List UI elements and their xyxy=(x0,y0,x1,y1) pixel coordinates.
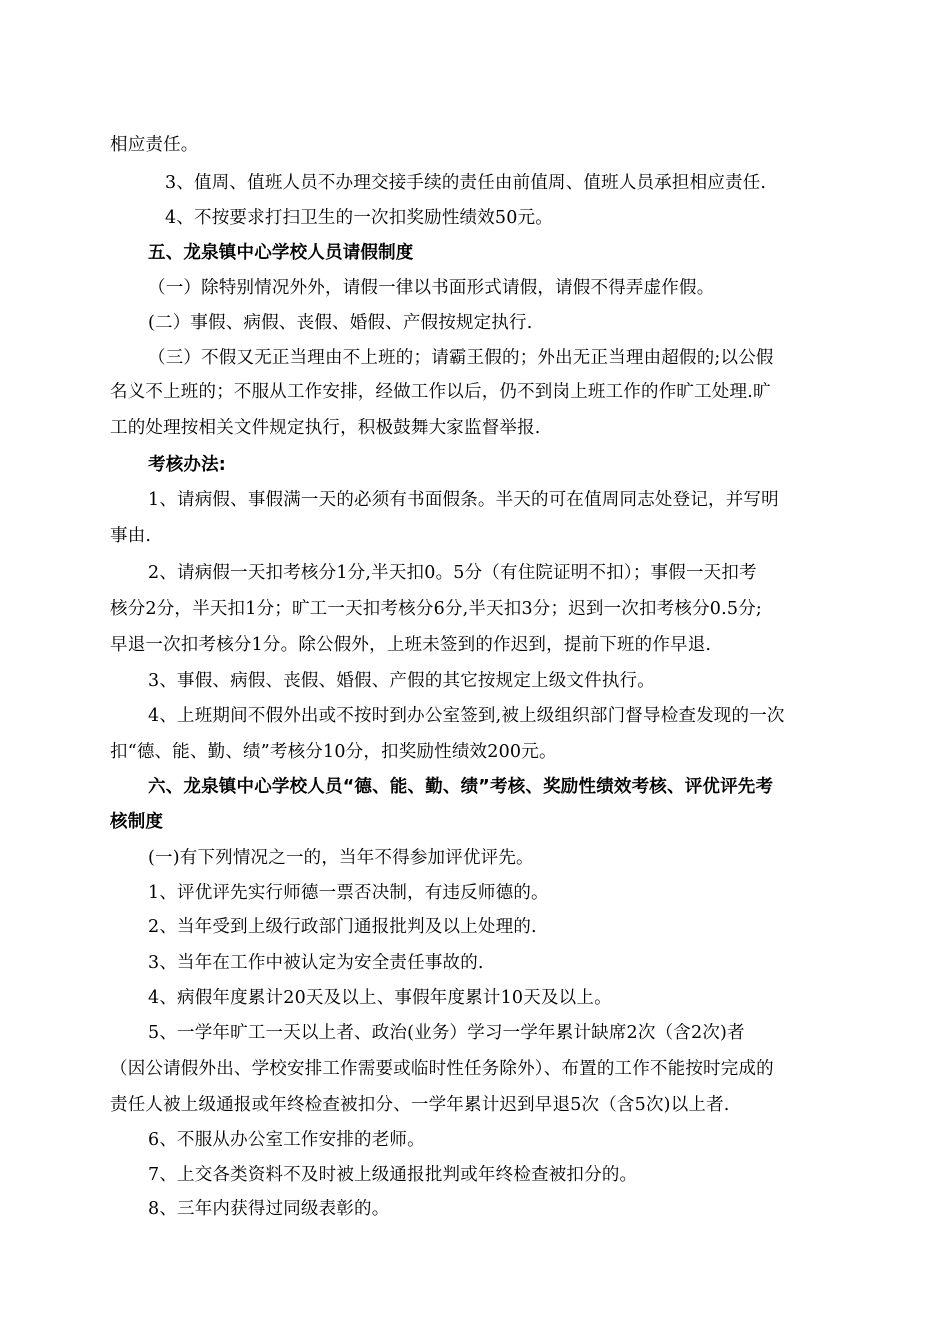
text-line: 3、事假、病假、丧假、婚假、产假的其它按规定上级文件执行。 xyxy=(148,671,655,691)
text-line: 2、请病假一天扣考核分1分,半天扣0。5分（有住院证明不扣）；事假一天扣考 xyxy=(148,563,757,583)
text-line: (二）事假、病假、丧假、婚假、产假按规定执行. xyxy=(148,313,533,333)
text-line: (一)有下列情况之一的，当年不得参加评优评先。 xyxy=(148,848,534,868)
text-line: 相应责任。 xyxy=(110,135,199,155)
text-line: 名义不上班的；不服从工作安排，经做工作以后，仍不到岗上班工作的作旷工处理.旷 xyxy=(110,382,771,402)
text-line: 扣“德、能、勤、绩”考核分10分，扣奖励性绩效200元。 xyxy=(110,742,557,762)
text-line: 6、不服从办公室工作安排的老师。 xyxy=(148,1130,425,1150)
subsection-heading: 考核办法: xyxy=(148,455,226,475)
section-heading: 五、龙泉镇中心学校人员请假制度 xyxy=(148,243,414,263)
text-line: 5、一学年旷工一天以上者、政治(业务）学习一学年累计缺席2次（含2次)者 xyxy=(148,1023,745,1043)
text-line: 3、当年在工作中被认定为安全责任事故的. xyxy=(148,953,484,973)
text-line: 4、不按要求打扫卫生的一次扣奖励性绩效50元。 xyxy=(165,208,554,228)
text-line: （一）除特别情况外外，请假一律以书面形式请假，请假不得弄虚作假。 xyxy=(148,278,715,298)
text-line: 2、当年受到上级行政部门通报批判及以上处理的. xyxy=(148,917,537,937)
text-line: 核分2分，半天扣1分；旷工一天扣考核分6分,半天扣3分；迟到一次扣考核分0.5分; xyxy=(110,599,763,619)
text-line: 4、上班期间不假外出或不按时到办公室签到,被上级组织部门督导检查发现的一次 xyxy=(148,706,785,726)
text-line: 1、评优评先实行师德一票否决制，有违反师德的。 xyxy=(148,883,549,903)
text-line: 责任人被上级通报或年终检查被扣分、一学年累计迟到早退5次（含5次)以上者. xyxy=(110,1095,730,1115)
section-heading-continued: 核制度 xyxy=(110,812,164,832)
text-line: （因公请假外出、学校安排工作需要或临时性任务除外）、布置的工作不能按时完成的 xyxy=(110,1059,774,1079)
text-line: 4、病假年度累计20天及以上、事假年度累计10天及以上。 xyxy=(148,988,612,1008)
text-line: 1、请病假、事假满一天的必须有书面假条。半天的可在值周同志处登记，并写明 xyxy=(148,490,779,510)
text-line: 8、三年内获得过同级表彰的。 xyxy=(148,1199,390,1219)
text-line: 3、值周、值班人员不办理交接手续的责任由前值周、值班人员承担相应责任. xyxy=(165,173,767,193)
text-line: 事由. xyxy=(110,526,152,546)
text-line: 工的处理按相关文件规定执行，积极鼓舞大家监督举报. xyxy=(110,418,541,438)
text-line: 7、上交各类资料不及时被上级通报批判或年终检查被扣分的。 xyxy=(148,1165,638,1185)
text-line: （三）不假又无正当理由不上班的；请霸王假的；外出无正当理由超假的;以公假 xyxy=(148,348,774,368)
text-line: 早退一次扣考核分1分。除公假外，上班未签到的作迟到，提前下班的作早退. xyxy=(110,635,712,655)
section-heading: 六、龙泉镇中心学校人员“德、能、勤、绩”考核、奖励性绩效考核、评优评先考 xyxy=(148,777,774,797)
